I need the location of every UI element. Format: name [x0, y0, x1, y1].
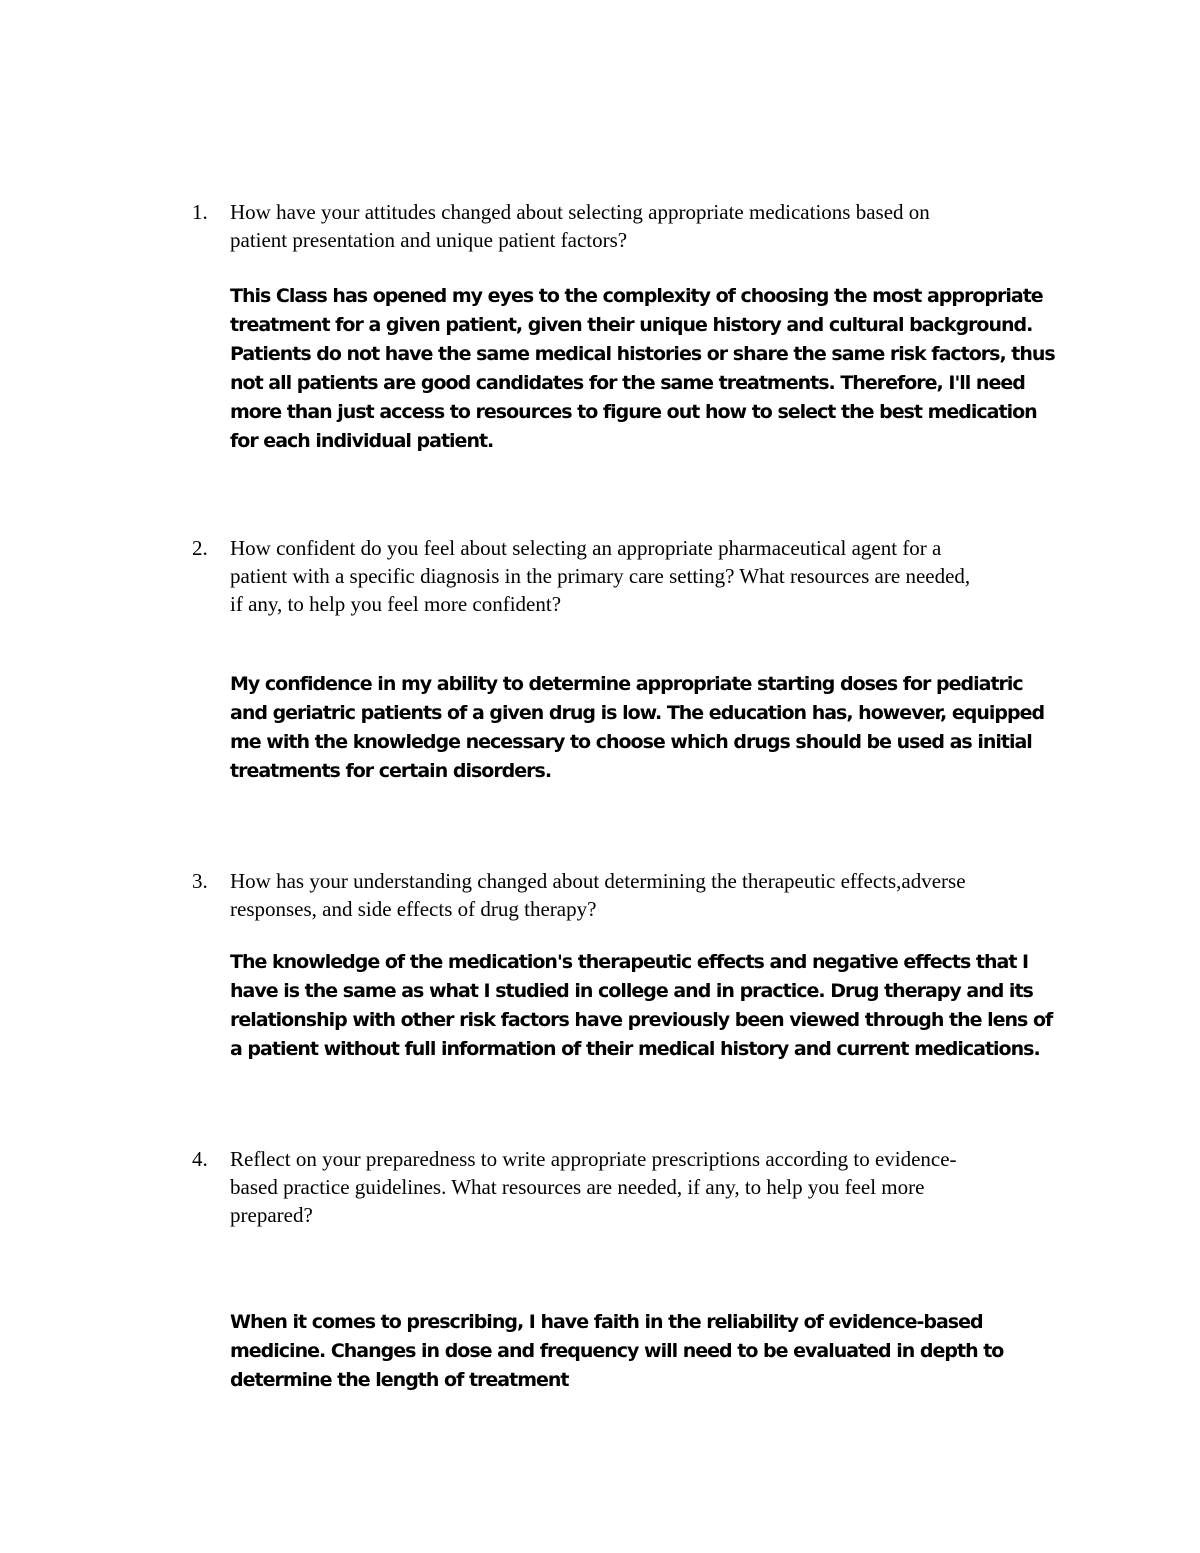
question-text: How have your attitudes changed about selecting appropriate medications based on patient presentation and unique patient factors? [230, 200, 930, 252]
answer-text: When it comes to prescribing, I have faith in the reliability of evidence-based medicine. Changes in dose and frequency will need to be evaluated in depth to determine the length of treatment [230, 1311, 1004, 1391]
question-number: 1. [192, 200, 208, 224]
question-number: 4. [192, 1147, 208, 1171]
question-text: Reflect on your preparedness to write appropriate prescriptions according to evidence- based practice guidelines. What resources are needed, if any, to help you feel more prepared? [230, 1147, 957, 1227]
question-number: 3. [192, 869, 208, 893]
question-text: How confident do you feel about selecting an appropriate pharmaceutical agent for a patient with a specific diagnosis in the primary care setting? What resources are needed, if any, to help you feel more confident? [230, 536, 971, 616]
answer-text: My confidence in my ability to determine appropriate starting doses for pediatric and geriatric patients of a given drug is low. The education has, however, equipped me with the knowledge necessary to choose which drugs should be used as initial treatments for certain disorders. [230, 673, 1045, 782]
question-number: 2. [192, 536, 208, 560]
answer-text: This Class has opened my eyes to the complexity of choosing the most appropriate treatment for a given patient, given their unique history and cultural background. Patients do not have the same medical histories or share the same risk factors, thus not all patients are good candidates for the same treatments. Therefore, I'll need more than just access to resources to figure out how to select the best medication for each individual patient. [230, 285, 1055, 452]
answer-text: The knowledge of the medication's therapeutic effects and negative effects that I have is the same as what I studied in college and in practice. Drug therapy and its relationship with other risk factors have previously been viewed through the lens of a patient without full information of their medical history and current medications. [230, 951, 1053, 1060]
question-text: How has your understanding changed about determining the therapeutic effects,adverse responses, and side effects of drug therapy? [230, 869, 966, 921]
